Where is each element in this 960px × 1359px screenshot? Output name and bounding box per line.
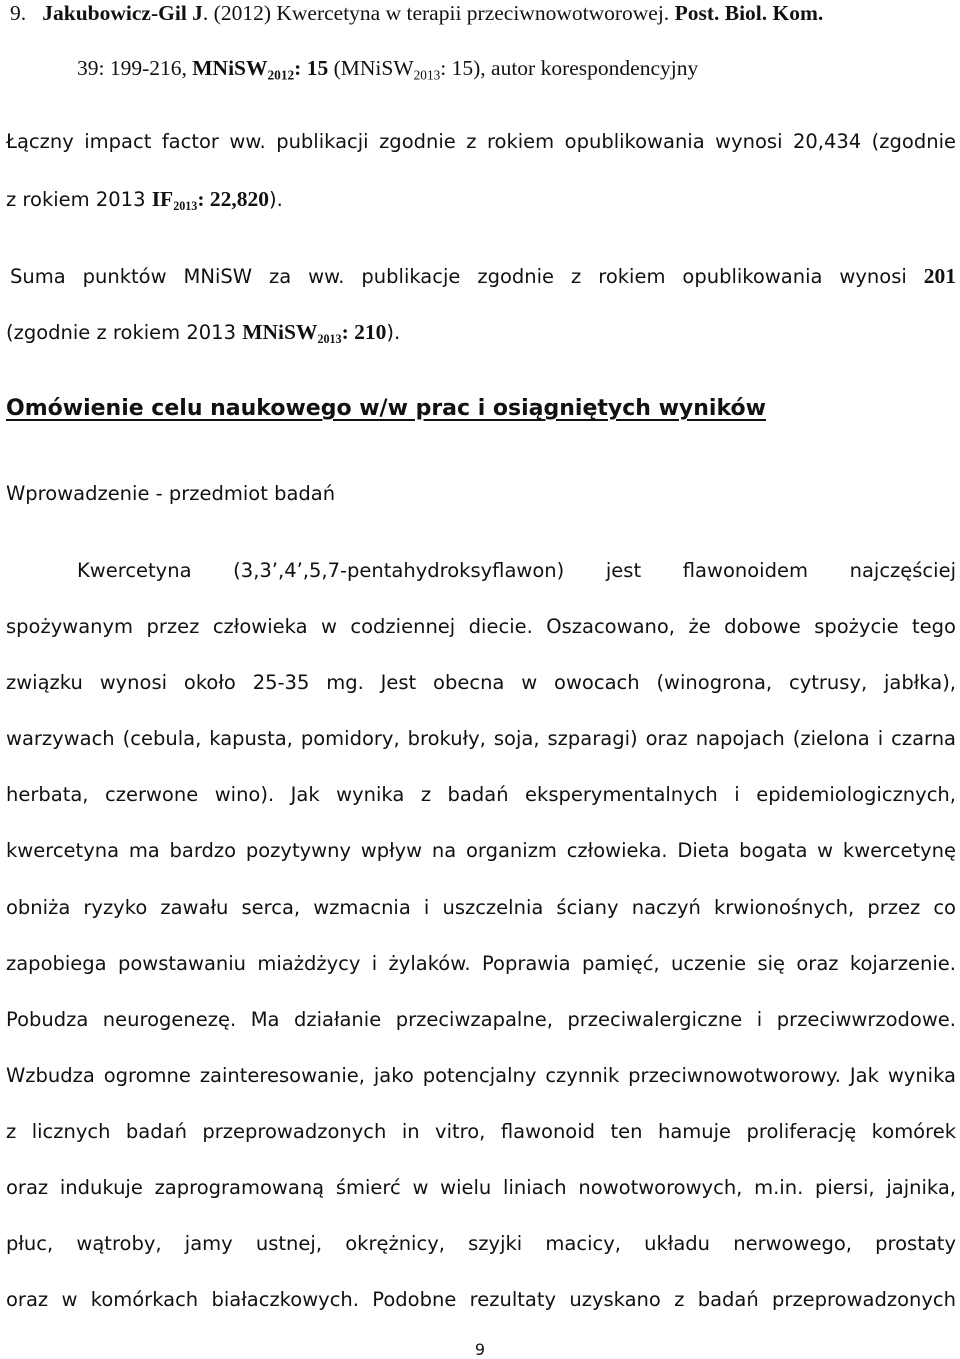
impact-line2: z rokiem 2013 $IF_{2013}$: 22,820).: [6, 187, 283, 214]
mnisw-value: : 210: [341, 320, 387, 344]
publication-pages: 39: 199-216,: [77, 56, 193, 80]
mnisw-year-a: 2012: [267, 67, 295, 83]
publication-journal: Post. Biol. Kom.: [674, 1, 824, 25]
impact-line1: Łączny impact factor ww. publikacji zgodnie z rokiem opublikowania wynosi 20,434 (zgodnie: [6, 130, 956, 153]
if-label: IF: [151, 187, 174, 211]
points-line2: (zgodnie z rokiem 2013 MNiSW$_{2013}$: 210).: [6, 320, 401, 347]
section-heading: Omówienie celu naukowego w/w prac i osiągniętych wyników: [6, 396, 766, 421]
body-line: kwercetyna ma bardzo pozytywny wpływ na organizm człowieka. Dieta bogata w kwercetynę: [6, 839, 956, 862]
body-line: z licznych badań przeprowadzonych in vitro, flawonoid ten hamuje proliferację komórek: [6, 1120, 956, 1143]
publication-number: 9.: [10, 1, 27, 25]
publication-9-line2: [77, 56, 956, 83]
body-line: związku wynosi około 25-35 mg. Jest obecna w owocach (winogrona, cytrusy, jabłka),: [6, 671, 956, 694]
body-line: spożywanym przez człowieka w codziennej diecie. Oszacowano, że dobowe spożycie tego: [6, 615, 956, 638]
body-line: warzywach (cebula, kapusta, pomidory, brokuły, soja, szparagi) oraz napojach (zielona i czarna: [6, 727, 956, 750]
body-line: Kwercetyna (3,3’,4’,5,7-pentahydroksyflawon) jest flawonoidem najczęściej: [77, 559, 956, 582]
mnisw-points-b: : 15), autor korespondencyjny: [440, 56, 699, 80]
mnisw-label-a: MNiSW: [192, 56, 268, 80]
publication-9-line1: [10, 3, 956, 25]
body-line: Pobudza neurogenezę. Ma działanie przeciwzapalne, przeciwalergiczne i przeciwwrzodowe.: [6, 1008, 956, 1031]
body-line: oraz w komórkach białaczkowych. Podobne rezultaty uzyskano z badań przeprowadzonych: [6, 1288, 956, 1311]
body-line: oraz indukuje zaprogramowaną śmierć w wielu liniach nowotworowych, m.in. piersi, jajnika,: [6, 1176, 956, 1199]
body-line: obniża ryzyko zawału serca, wzmacnia i uszczelnia ściany naczyń krwionośnych, przez co: [6, 896, 956, 919]
body-line: herbata, czerwone wino). Jak wynika z badań eksperymentalnych i epidemiologicznych,: [6, 783, 956, 806]
points-value: 201: [923, 264, 956, 288]
subheading: Wprowadzenie - przedmiot badań: [6, 482, 336, 505]
mnisw-paren: (MNiSW: [328, 56, 414, 80]
mnisw-label: MNiSW: [242, 320, 318, 344]
page-number: 9: [474, 1340, 486, 1359]
points-line1: Suma punktów MNiSW za ww. publikacje zgodnie z rokiem opublikowania wynosi 201: [10, 264, 956, 288]
body-line: płuc, wątroby, jamy ustnej, okrężnicy, szyjki macicy, układu nerwowego, prostaty: [6, 1232, 956, 1255]
publication-title: . (2012) Kwercetyna w terapii przeciwnowotworowej.: [202, 1, 675, 25]
if-year: 2013: [173, 199, 198, 214]
body-line: zapobiega powstawaniu miażdżycy i żylaków. Poprawia pamięć, uczenie się oraz kojarzenie.: [6, 952, 956, 975]
mnisw-year: 2013: [317, 332, 342, 347]
body-line: Wzbudza ogromne zainteresowanie, jako potencjalny czynnik przeciwnowotworowy. Jak wynika: [6, 1064, 956, 1087]
mnisw-points-a: : 15: [294, 56, 329, 80]
if-value: : 22,820: [197, 187, 270, 211]
publication-author: Jakubowicz-Gil J: [42, 1, 203, 25]
mnisw-year-b: 2013: [413, 67, 441, 83]
